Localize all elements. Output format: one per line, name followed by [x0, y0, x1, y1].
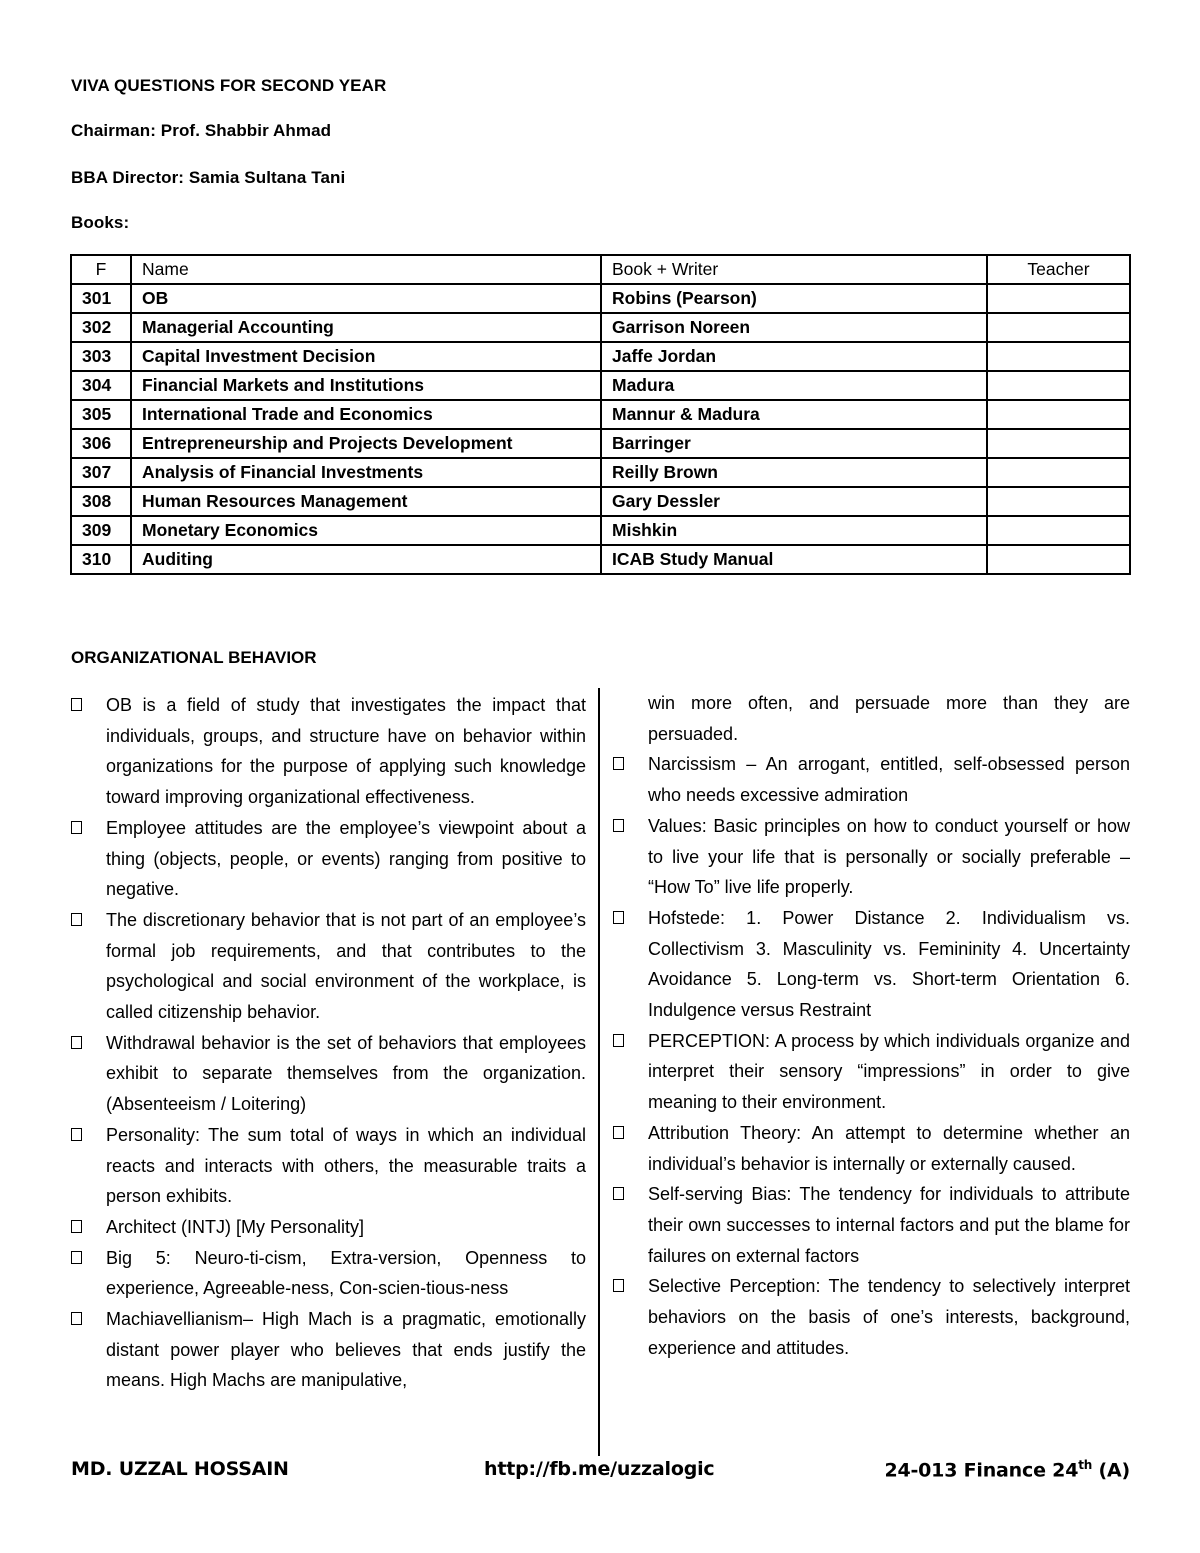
- bullet-text: Attribution Theory: An attempt to determine whether an individual’s behavior is internally or externally caused.: [648, 1122, 1130, 1174]
- course-code-cell: 302: [71, 313, 131, 342]
- table-row: [71, 284, 1130, 313]
- bullet-box-icon: [613, 1279, 624, 1292]
- course-name-cell: Financial Markets and Institutions: [131, 371, 601, 400]
- bullet-item: [71, 1028, 586, 1120]
- bullet-item: [71, 1120, 586, 1212]
- table-row: [71, 516, 1130, 545]
- table-row: [71, 400, 1130, 429]
- teacher-cell: [987, 458, 1130, 487]
- column-header-name: Name: [131, 255, 601, 284]
- teacher-cell: [987, 487, 1130, 516]
- column-header-book-writer: Book + Writer: [601, 255, 987, 284]
- bullet-box-icon: [71, 1128, 82, 1141]
- bullet-box-icon: [613, 819, 624, 832]
- footer-author: MD. UZZAL HOSSAIN: [71, 1458, 289, 1480]
- course-name-cell: International Trade and Economics: [131, 400, 601, 429]
- course-code-cell: 309: [71, 516, 131, 545]
- bullet-box-icon: [71, 1036, 82, 1049]
- course-code-cell: 310: [71, 545, 131, 574]
- table-row: [71, 545, 1130, 574]
- teacher-cell: [987, 545, 1130, 574]
- footer-link[interactable]: http://fb.me/uzzalogic: [484, 1458, 715, 1480]
- course-name-cell: OB: [131, 284, 601, 313]
- bullet-item: [613, 1026, 1130, 1118]
- course-code-cell: 307: [71, 458, 131, 487]
- bullet-item: [71, 1304, 586, 1396]
- bullet-item: [71, 905, 586, 1028]
- bullet-text: Withdrawal behavior is the set of behaviors that employees exhibit to separate themselves from the organization. (Absenteeism / Loitering): [106, 1032, 586, 1115]
- bullet-box-icon: [71, 1312, 82, 1325]
- bullet-box-icon: [613, 911, 624, 924]
- book-writer-cell: Reilly Brown: [601, 458, 987, 487]
- bullet-text: Self-serving Bias: The tendency for individuals to attribute their own successes to internal factors and put the blame for failures on external factors: [648, 1184, 1130, 1266]
- bullet-item: [613, 1118, 1130, 1179]
- teacher-cell: [987, 342, 1130, 371]
- books-label: Books:: [71, 213, 130, 232]
- footer-course: [884, 1458, 1130, 1481]
- teacher-cell: [987, 371, 1130, 400]
- right-column: [613, 688, 1130, 1363]
- table-row: [71, 487, 1130, 516]
- teacher-cell: [987, 429, 1130, 458]
- bullet-text: Architect (INTJ) [My Personality]: [106, 1216, 365, 1237]
- course-code-cell: 301: [71, 284, 131, 313]
- continued-text: win more often, and persuade more than they are persuaded.: [648, 693, 1130, 744]
- course-name-cell: Managerial Accounting: [131, 313, 601, 342]
- book-writer-cell: Mishkin: [601, 516, 987, 545]
- column-divider: [598, 688, 600, 1456]
- teacher-cell: [987, 284, 1130, 313]
- table-row: [71, 458, 1130, 487]
- bullet-text: Big 5: Neuro-ti-cism, Extra-version, Openness to experience, Agreeable-ness, Con-scien-tious-ness: [106, 1247, 586, 1299]
- course-code-cell: 305: [71, 400, 131, 429]
- book-writer-cell: Jaffe Jordan: [601, 342, 987, 371]
- course-name-cell: Auditing: [131, 545, 601, 574]
- column-header-f: F: [71, 255, 131, 284]
- bullet-text: Personality: The sum total of ways in which an individual reacts and interacts with others, the measurable traits a person exhibits.: [106, 1124, 586, 1207]
- bullet-text: Values: Basic principles on how to conduct yourself or how to live your life that is personally or socially preferable – “How To” live life properly.: [648, 815, 1130, 898]
- section-title: ORGANIZATIONAL BEHAVIOR: [71, 648, 317, 667]
- bullet-item: [71, 690, 586, 813]
- bullet-box-icon: [613, 757, 624, 770]
- course-name-cell: Entrepreneurship and Projects Development: [131, 429, 601, 458]
- bullet-box-icon: [71, 913, 82, 926]
- table-header-row: [71, 255, 1130, 284]
- course-name-cell: Analysis of Financial Investments: [131, 458, 601, 487]
- bullet-box-icon: [71, 1251, 82, 1264]
- chairman-line: Chairman: Prof. Shabbir Ahmad: [71, 121, 332, 140]
- left-column: [71, 690, 586, 1396]
- bullet-box-icon: [71, 698, 82, 711]
- book-writer-cell: Gary Dessler: [601, 487, 987, 516]
- book-writer-cell: Madura: [601, 371, 987, 400]
- bullet-box-icon: [71, 1220, 82, 1233]
- table-row: [71, 429, 1130, 458]
- bullet-item: [613, 811, 1130, 903]
- bullet-item: [71, 813, 586, 905]
- book-writer-cell: ICAB Study Manual: [601, 545, 987, 574]
- books-table: [70, 254, 1131, 575]
- bullet-item: [613, 1271, 1130, 1363]
- director-line: BBA Director: Samia Sultana Tani: [71, 168, 346, 187]
- bullet-box-icon: [613, 1126, 624, 1139]
- book-writer-cell: Robins (Pearson): [601, 284, 987, 313]
- book-writer-cell: Garrison Noreen: [601, 313, 987, 342]
- teacher-cell: [987, 516, 1130, 545]
- course-name-cell: Human Resources Management: [131, 487, 601, 516]
- bullet-item: [71, 1243, 586, 1304]
- column-header-teacher: Teacher: [987, 255, 1130, 284]
- footer-course-suffix: (A): [1092, 1459, 1130, 1482]
- table-row: [71, 342, 1130, 371]
- bullet-text: Selective Perception: The tendency to selectively interpret behaviors on the basis of one’s interests, background, experience and attitudes.: [648, 1276, 1130, 1358]
- table-row: [71, 313, 1130, 342]
- course-name-cell: Monetary Economics: [131, 516, 601, 545]
- teacher-cell: [987, 400, 1130, 429]
- book-writer-cell: Barringer: [601, 429, 987, 458]
- course-code-cell: 306: [71, 429, 131, 458]
- bullet-text: OB is a field of study that investigates the impact that individuals, groups, and structure have on behavior within organizations for the purpose of applying such knowledge toward improving organizational effectiveness.: [106, 695, 586, 808]
- bullet-item: [613, 1179, 1130, 1271]
- bullet-text: Machiavellianism– High Mach is a pragmatic, emotionally distant power player who believes that ends justify the means. High Machs are manipulative,: [106, 1309, 586, 1391]
- course-code-cell: 304: [71, 371, 131, 400]
- course-code-cell: 303: [71, 342, 131, 371]
- bullet-text: The discretionary behavior that is not part of an employee’s formal job requirements, and that contributes to the psychological and social environment of the workplace, is called citizenship behavior.: [106, 909, 586, 1023]
- bullet-text: Hofstede: 1. Power Distance 2. Individualism vs. Collectivism 3. Masculinity vs. Femininity 4. Uncertainty Avoidance 5. Long-term vs. Short-term Orientation 6. Indulgence versus Restraint: [648, 907, 1130, 1021]
- bullet-box-icon: [613, 1187, 624, 1200]
- footer-course-prefix: 24-013 Finance 24: [884, 1459, 1079, 1482]
- book-writer-cell: Mannur & Madura: [601, 400, 987, 429]
- bullet-text: PERCEPTION: A process by which individuals organize and interpret their sensory “impressions” in order to give meaning to their environment.: [648, 1030, 1130, 1113]
- table-row: [71, 371, 1130, 400]
- course-code-cell: 308: [71, 487, 131, 516]
- footer-course-sup: th: [1078, 1458, 1093, 1472]
- bullet-text: Employee attitudes are the employee’s viewpoint about a thing (objects, people, or events) ranging from positive to negative.: [106, 817, 586, 900]
- course-name-cell: Capital Investment Decision: [131, 342, 601, 371]
- bullet-item: [613, 749, 1130, 810]
- bullet-item: [71, 1212, 586, 1243]
- document-title: VIVA QUESTIONS FOR SECOND YEAR: [71, 76, 387, 95]
- teacher-cell: [987, 313, 1130, 342]
- bullet-box-icon: [613, 1034, 624, 1047]
- bullet-item: [613, 903, 1130, 1026]
- bullet-box-icon: [71, 821, 82, 834]
- bullet-text: Narcissism – An arrogant, entitled, self-obsessed person who needs excessive admiration: [648, 754, 1130, 806]
